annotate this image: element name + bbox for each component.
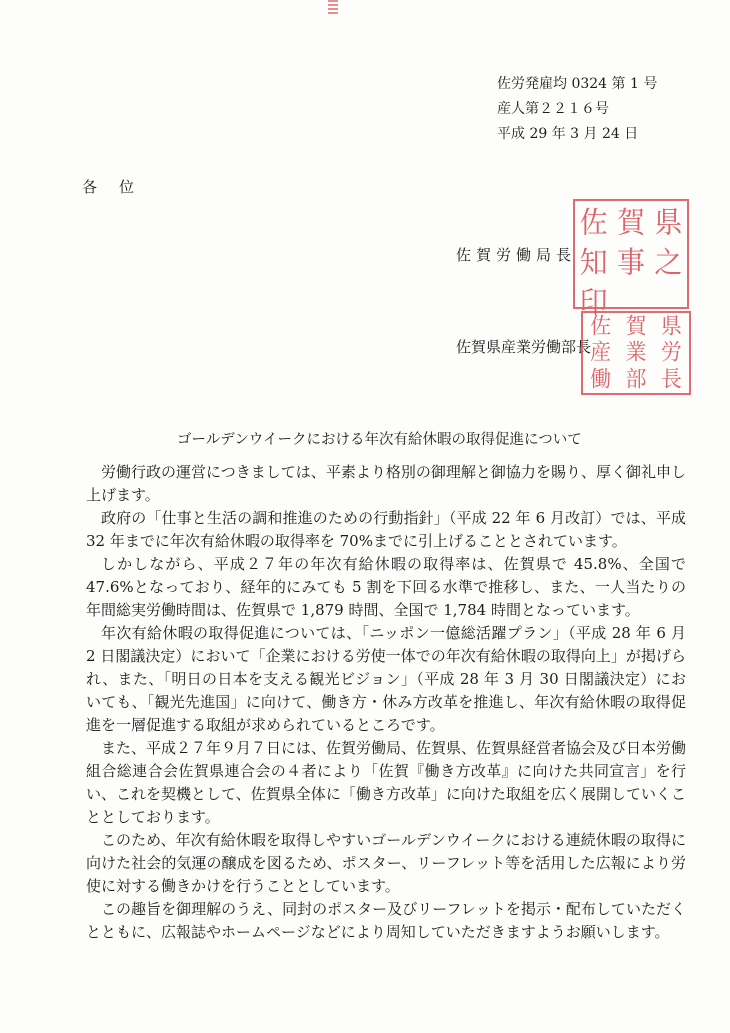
seal-char: 働: [590, 366, 612, 392]
seal-char: 長: [660, 366, 682, 392]
document-number: 佐労発雇均 0324 第 1 号: [497, 76, 658, 92]
body-paragraph: 年次有給休暇の取得促進については、「ニッポン一億総活躍プラン」（平成 28 年 6 月 2 日閣議決定）において「企業における労使一体での年次有給休暇の取得向上」が掲げられ、また、「明日の日本を支える観光ビジョン」（平成 28 年 3 月 30 日閣議決定）においても、「観光先進国」に向けて、働き方・休み方改革を推進し、年次有給休暇の取得促進を一層促進する取組が求められているところです。: [86, 624, 686, 734]
seal-char: 知: [579, 245, 608, 280]
sender-prefecture-department: 佐賀県産業労働部長: [456, 338, 592, 356]
document-number-secondary: 産人第２２１６号: [497, 101, 609, 117]
document-body: [86, 461, 686, 944]
body-paragraph: また、平成２７年９月７日には、佐賀労働局、佐賀県、佐賀県経営者協会及び日本労働組合総連合会佐賀県連合会の４者により「佐賀『働き方改革』に向けた共同宣言」を行い、これを契機として、佐賀県全体に「働き方改革」に向けた取組を広く展開していくこととしております。: [86, 739, 687, 826]
seal-char: 産: [590, 339, 612, 366]
body-paragraph: 労働行政の運営につきましては、平素より格別の御理解と御協力を賜り、厚く御礼申し上げます。: [86, 463, 686, 504]
body-paragraph: 政府の「仕事と生活の調和推進のための行動指針」（平成 22 年 6 月改訂）では、平成 32 年までに年次有給休暇の取得率を 70%までに引上げることとされています。: [86, 509, 686, 550]
staple-mark: [328, 0, 338, 14]
document-title: ゴールデンウイークにおける年次有給休暇の取得促進について: [177, 432, 582, 448]
sender-labor-bureau: 佐賀労働局長: [456, 246, 577, 264]
addressee: 各位: [82, 178, 157, 196]
seal-char: 佐: [579, 205, 608, 240]
document-date: 平成 29 年 3 月 24 日: [497, 126, 639, 142]
reference-block: [497, 72, 657, 147]
department-seal-stamp: [581, 311, 691, 395]
body-paragraph: しかしながら、平成２７年の年次有給休暇の取得率は、佐賀県で 45.8%、全国で 47.6%となっており、経年的にみても 5 割を下回る水準で推移し、また、一人当たりの年間総実労働時間は、佐賀県で 1,879 時間、全国で 1,784 時間となっています。: [86, 555, 686, 619]
seal-char: 労: [660, 339, 682, 366]
seal-char: 業: [625, 339, 647, 366]
seal-char: 之: [654, 245, 683, 280]
body-paragraph: このため、年次有給休暇を取得しやすいゴールデンウイークにおける連続休暇の取得に向けた社会的気運の醸成を図るため、ポスター、リーフレット等を活用した広報により労使に対する働きかけを行うこととしています。: [86, 831, 686, 895]
body-paragraph: この趣旨を御理解のうえ、同封のポスター及びリーフレットを掲示・配布していただくとともに、広報誌やホームページなどにより周知していただきますようお願いします。: [86, 900, 686, 941]
seal-char: 県: [654, 205, 683, 240]
seal-char: 賀: [616, 205, 645, 240]
seal-char: 事: [616, 245, 645, 280]
seal-char: 印: [579, 285, 608, 320]
seal-char: 佐: [590, 313, 612, 339]
seal-char: 部: [625, 366, 647, 392]
seal-char: 県: [660, 313, 682, 339]
seal-char: 賀: [625, 313, 647, 339]
governor-seal-stamp: [573, 199, 689, 320]
